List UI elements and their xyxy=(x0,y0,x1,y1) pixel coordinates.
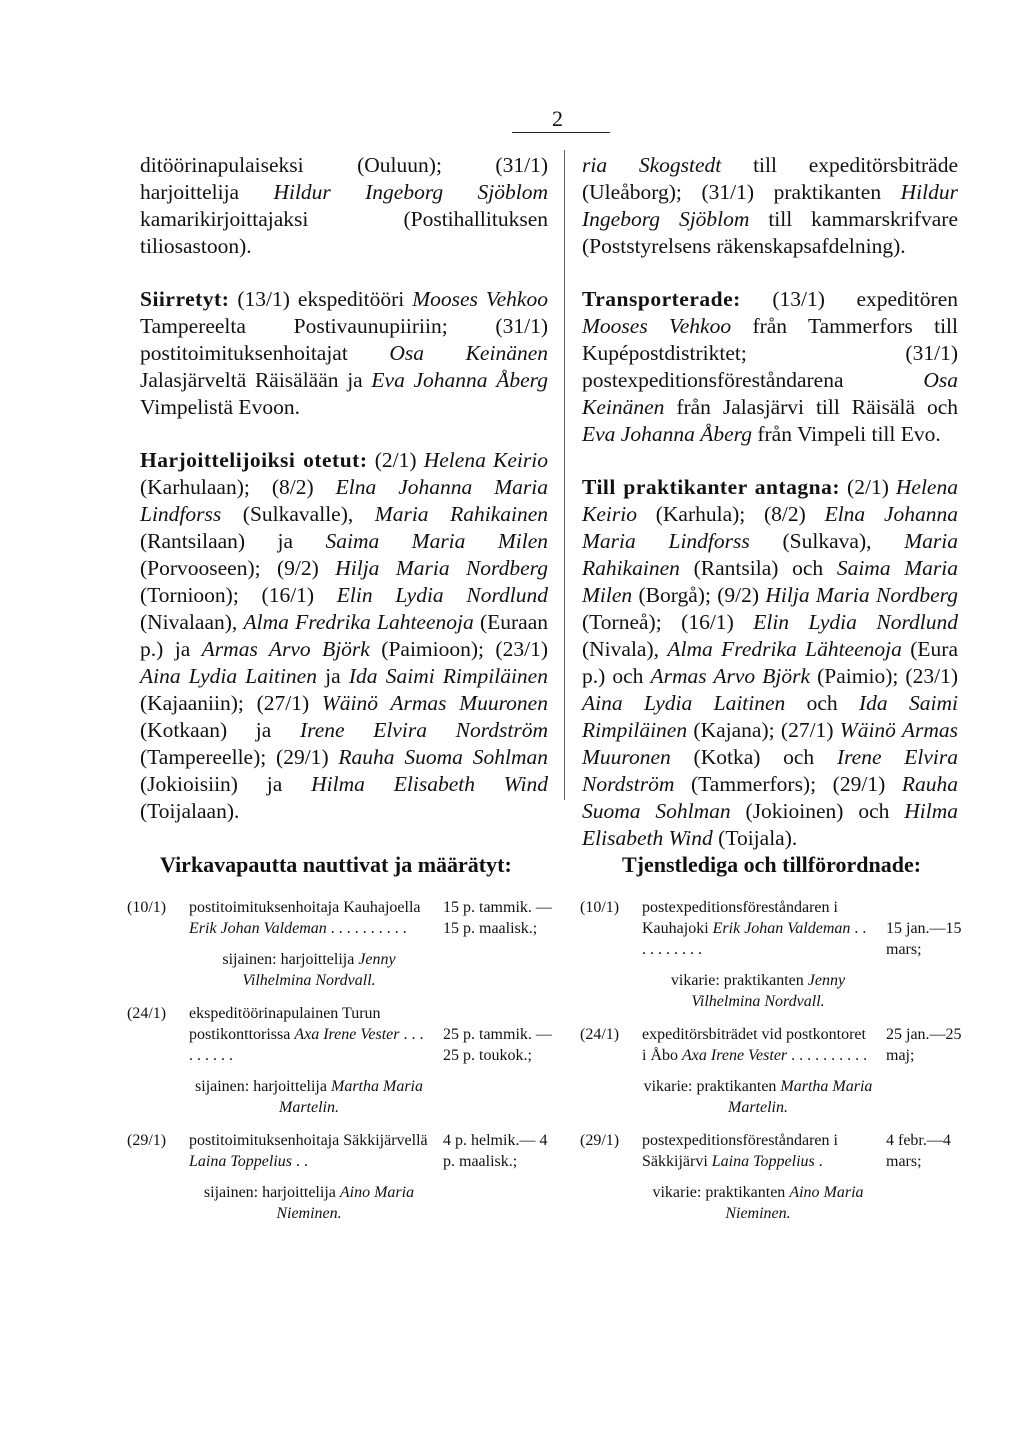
fi-leave-heading: Virkavapautta nauttivat ja määrätyt: xyxy=(160,852,512,877)
entry-substitute: vikarie: praktikanten Aino Maria Nieminen. xyxy=(652,1184,864,1222)
entry-date: (10/1) xyxy=(580,899,620,916)
entry-date: (24/1) xyxy=(580,1026,620,1043)
entry-text: postitoimituksenhoitaja Säkkijärvellä Laina Toppelius . . xyxy=(189,1132,428,1170)
entry-date: (10/1) xyxy=(127,899,167,916)
entry-text: expeditörsbiträdet vid postkontoret i Åbo Axa Irene Vester . . . . . . . . . . xyxy=(642,1026,868,1064)
header-rule xyxy=(512,132,610,133)
fi-leave-list xyxy=(127,897,557,1236)
entry-substitute: vikarie: praktikanten Jenny Vilhelmina Nordvall. xyxy=(670,972,846,1010)
finnish-column xyxy=(140,152,548,851)
entry-period: 4 p. helmik.— 4 p. maalisk.; xyxy=(443,1132,548,1170)
entry-date: (24/1) xyxy=(127,1005,167,1022)
list-item xyxy=(127,897,557,991)
entry-substitute: vikarie: praktikanten Martha Maria Martelin. xyxy=(643,1078,873,1116)
entry-text: postexpeditionsföreståndaren i Säkkijärvi Laina Toppelius . xyxy=(642,1132,838,1170)
entry-text: postitoimituksenhoitaja Kauhajoella Erik Johan Valdeman . . . . . . . . . . xyxy=(189,899,421,937)
fi-paragraph-appointments: ditöörinapulaiseksi (Ouluun); (31/1) harjoittelija Hildur Ingeborg Sjöblom kamarikirjoittajaksi (Postihallituksen tiliosastoon). xyxy=(140,153,548,258)
list-item xyxy=(127,1003,557,1118)
page-number: 2 xyxy=(552,106,563,131)
swedish-column xyxy=(582,152,958,878)
entry-period: 25 p. tammik. —25 p. toukok.; xyxy=(443,1026,552,1064)
list-item xyxy=(580,1024,985,1118)
fi-paragraph-trainees: Harjoittelijoiksi otetut: (2/1) Helena Keirio (Karhulaan); (8/2) Elna Johanna Maria Lindforss (Sulkavalle), Maria Rahikainen (Rantsilaan) ja Saima Maria Milen (Porvooseen); (9/2) Hilja Maria Nordberg (Tornioon); (16/1) Elin Lydia Nordlund (Nivalaan), Alma Fredrika Lahteenoja (Euraan p.) ja Armas Arvo Björk (Paimioon); (23/1) Aina Lydia Laitinen ja Ida Saimi Rimpiläinen (Kajaaniin); (27/1) Wäinö Armas Muuronen (Kotkaan) ja Irene Elvira Nordström (Tampereelle); (29/1) Rauha Suoma Sohlman (Jokioisiin) ja Hilma Elisabeth Wind (Toijalaan). xyxy=(140,448,549,823)
entry-substitute: sijainen: harjoittelija Martha Maria Martelin. xyxy=(195,1078,423,1116)
entry-text: postexpeditionsföreståndaren i Kauhajoki Erik Johan Valdeman . . . . . . . . . . xyxy=(642,899,867,958)
entry-text: ekspeditöörinapulainen Turun postikonttorissa Axa Irene Vester . . . . . . . . . xyxy=(189,1005,424,1064)
list-item xyxy=(127,1130,557,1224)
entry-period: 4 febr.—4 mars; xyxy=(886,1132,951,1170)
entry-period: 15 jan.—15 mars; xyxy=(886,920,962,958)
sv-paragraph-appointments: ria Skogstedt till expeditörsbiträde (Uleåborg); (31/1) praktikanten Hildur Ingeborg Sjöblom till kammarskrifvare (Poststyrelsens räkenskapsafdelning). xyxy=(582,153,958,258)
entry-date: (29/1) xyxy=(127,1132,167,1149)
entry-period: 15 p. tammik. —15 p. maalisk.; xyxy=(443,899,552,937)
list-item xyxy=(580,897,985,1012)
entry-substitute: sijainen: harjoittelija Aino Maria Nieminen. xyxy=(203,1184,415,1222)
sv-paragraph-transfers: Transporterade: (13/1) expeditören Mooses Vehkoo från Tammerfors till Kupépostdistriktet; (31/1) postexpeditionsföreståndarena Osa Keinänen från Jalasjärvi till Räisälä och Eva Johanna Åberg från Vimpeli till Evo. xyxy=(582,287,958,446)
sv-paragraph-trainees: Till praktikanter antagna: (2/1) Helena Keirio (Karhula); (8/2) Elna Johanna Maria Lindforss (Sulkava), Maria Rahikainen (Rantsila) och Saima Maria Milen (Borgå); (9/2) Hilja Maria Nordberg (Torneå); (16/1) Elin Lydia Nordlund (Nivala), Alma Fredrika Lähteenoja (Eura p.) och Armas Arvo Björk (Paimio); (23/1) Aina Lydia Laitinen och Ida Saimi Rimpiläinen (Kajana); (27/1) Wäinö Armas Muuronen (Kotka) och Irene Elvira Nordström (Tammerfors); (29/1) Rauha Suoma Sohlman (Jokioinen) och Hilma Elisabeth Wind (Toijala). xyxy=(582,475,959,850)
sv-leave-heading: Tjenstlediga och tillförordnade: xyxy=(622,852,922,877)
column-divider xyxy=(564,150,565,800)
list-item xyxy=(580,1130,985,1224)
sv-leave-list xyxy=(580,897,985,1236)
fi-paragraph-transfers: Siirretyt: (13/1) ekspeditööri Mooses Vehkoo Tampereelta Postivaunupiiriin; (31/1) postitoimituksenhoitajat Osa Keinänen Jalasjärveltä Räisälään ja Eva Johanna Åberg Vimpelistä Evoon. xyxy=(140,287,548,419)
entry-substitute: sijainen: harjoittelija Jenny Vilhelmina Nordvall. xyxy=(222,951,396,989)
entry-date: (29/1) xyxy=(580,1132,620,1149)
entry-period: 25 jan.—25 maj; xyxy=(886,1026,962,1064)
